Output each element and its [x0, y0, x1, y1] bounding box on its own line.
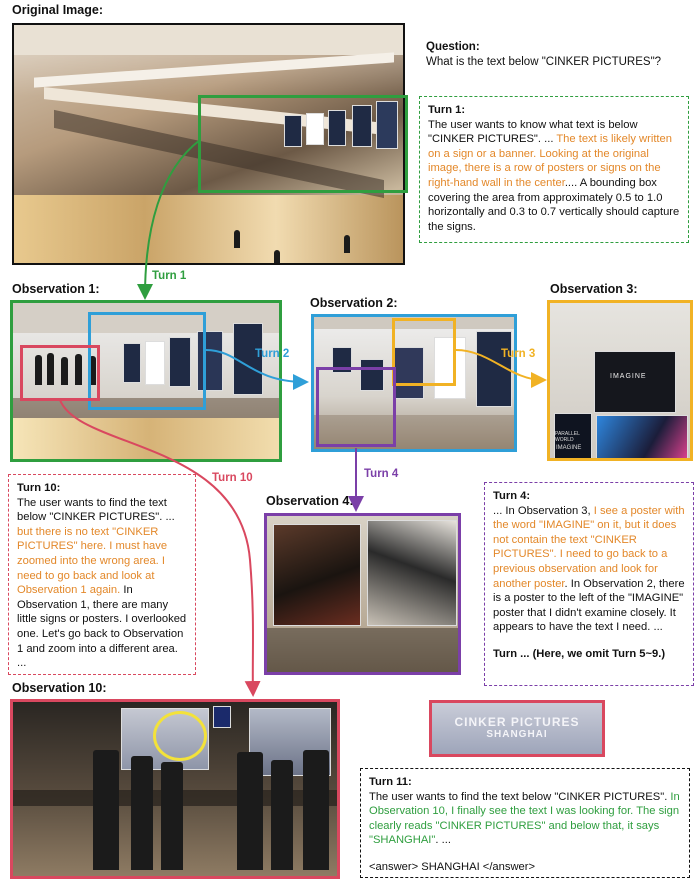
turn-4-omit-note: Turn ... (Here, we omit Turn 5~9.) — [493, 647, 666, 660]
observation-3-label: Observation 3: — [550, 282, 638, 296]
turn-11-answer: <answer> SHANGHAI </answer> — [369, 860, 536, 873]
poster-parallel-text: PARALLEL WORLD — [555, 431, 580, 443]
observation-1-label: Observation 1: — [12, 282, 100, 296]
turn-11-text-b: In Observation 10, I finally see the text I was looking for. The sign clearly reads "CINKER PICTURES" and below that, it says "SHANGHAI" — [369, 790, 680, 847]
poster-imagine-text: IMAGINE — [610, 373, 647, 380]
turn-4-label: Turn 4 — [364, 468, 399, 480]
turn-4-text-a: ... In Observation 3, — [493, 504, 594, 517]
original-image-label: Original Image: — [12, 3, 103, 17]
observation-10-label: Observation 10: — [12, 681, 107, 695]
turn-10-text-c: In Observation 1, there are many little signs or posters. I overlooked one. Let's go back to Observation 1 and zoom into a different area. ... — [17, 584, 187, 670]
turn-10-arrow — [60, 400, 253, 693]
observation-4-label: Observation 4: — [266, 494, 354, 508]
observation-2-label: Observation 2: — [310, 296, 398, 310]
turn-1-label: Turn 1 — [152, 270, 187, 282]
turn-1-text-a: The user wants to know what text is below "CINKER PICTURES". ... — [428, 118, 638, 146]
turn-11-text-c: . ... — [435, 834, 451, 847]
turn-4-text-c: . In Observation 2, there is a poster to the left of the "IMAGINE" poster that I didn't examine closely. It appears to have the text I need. ... — [493, 577, 685, 634]
question-label: Question: — [426, 41, 480, 53]
turn-10-text-b: but there is no text "CINKER PICTURES" here. I must have zoomed into the wrong area. I need to go back and look at Observation 1 again. — [17, 525, 168, 597]
sign-cinker-text: CINKER PICTURES — [454, 715, 580, 729]
turn-1-text-b: The text is likely written on a sign or a banner. Looking at the original image, there is a row of posters or signs on the right-hand wall in the center — [428, 133, 672, 189]
question-text: What is the text below "CINKER PICTURES"? — [426, 56, 662, 68]
turn-11-title: Turn 11: — [369, 776, 412, 788]
turn-10-label: Turn 10 — [212, 472, 253, 484]
turn-10-title: Turn 10: — [17, 482, 61, 494]
turn-1-title: Turn 1: — [428, 104, 466, 116]
turn-11-text-a: The user wants to find the text below "CINKER PICTURES". — [369, 790, 671, 803]
sign-shanghai-text: SHANGHAI — [486, 729, 548, 740]
turn-10-text-a: The user wants to find the text below "CINKER PICTURES". ... — [17, 496, 175, 524]
turn-2-label: Turn 2 — [255, 348, 290, 360]
turn-3-label: Turn 3 — [501, 348, 536, 360]
turn-4-text-b: I see a poster with the word "IMAGINE" on it, but it does not contain the text "CINKER PICTURES". I need to go back to a previous observation and look for another poster — [493, 504, 685, 590]
poster-imagine2-text: IMAGINE — [556, 445, 582, 451]
turn-4-title: Turn 4: — [493, 490, 531, 502]
turn-1-text-c: .... A bounding box covering the area from approximately 0.5 to 1.0 horizontally and 0.3 to 0.7 vertically should capture the signs. — [428, 176, 680, 233]
